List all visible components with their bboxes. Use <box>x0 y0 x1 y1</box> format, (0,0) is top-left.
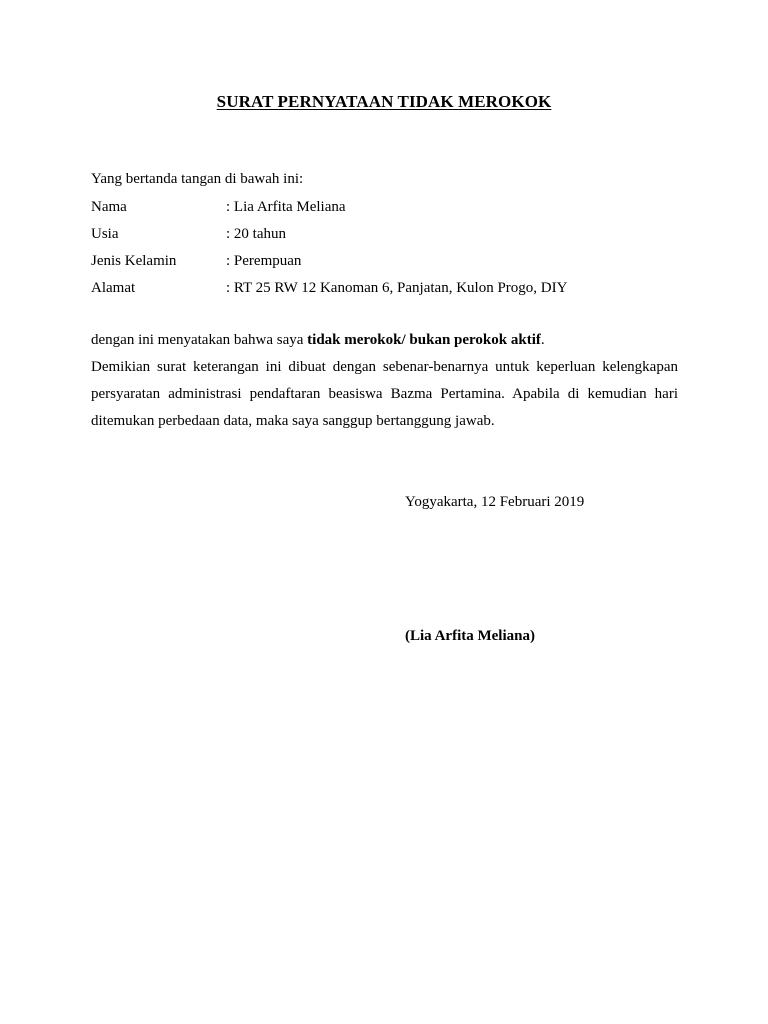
statement-emphasis: tidak merokok/ bukan perokok aktif <box>307 332 541 348</box>
statement-prefix: dengan ini menyatakan bahwa saya <box>91 332 308 348</box>
closing-paragraph-line-2: persyaratan administrasi pendaftaran beasiswa Bazma Pertamina. Apabila di kemudian hari <box>91 386 678 402</box>
field-label-jenis-kelamin: Jenis Kelamin <box>91 253 177 269</box>
closing-paragraph-line-3: ditemukan perbedaan data, maka saya sanggup bertanggung jawab. <box>91 413 495 429</box>
field-value-usia: : 20 tahun <box>226 226 286 242</box>
field-value-jenis-kelamin: : Perempuan <box>226 253 302 269</box>
place-and-date: Yogyakarta, 12 Februari 2019 <box>405 494 585 510</box>
document-title: SURAT PERNYATAAN TIDAK MEROKOK <box>216 92 552 111</box>
field-label-nama: Nama <box>91 199 127 215</box>
statement-suffix: . <box>540 332 545 348</box>
signer-name: (Lia Arfita Meliana) <box>405 628 535 644</box>
statement-text <box>91 331 545 349</box>
intro-text: Yang bertanda tangan di bawah ini: <box>91 171 304 187</box>
field-value-alamat: : RT 25 RW 12 Kanoman 6, Panjatan, Kulon Progo, DIY <box>226 280 568 296</box>
field-label-alamat: Alamat <box>91 280 136 296</box>
field-label-usia: Usia <box>91 226 119 242</box>
field-value-nama: : Lia Arfita Meliana <box>226 199 346 215</box>
closing-paragraph-line-1: Demikian surat keterangan ini dibuat dengan sebenar-benarnya untuk keperluan kelengkapan <box>91 359 678 375</box>
